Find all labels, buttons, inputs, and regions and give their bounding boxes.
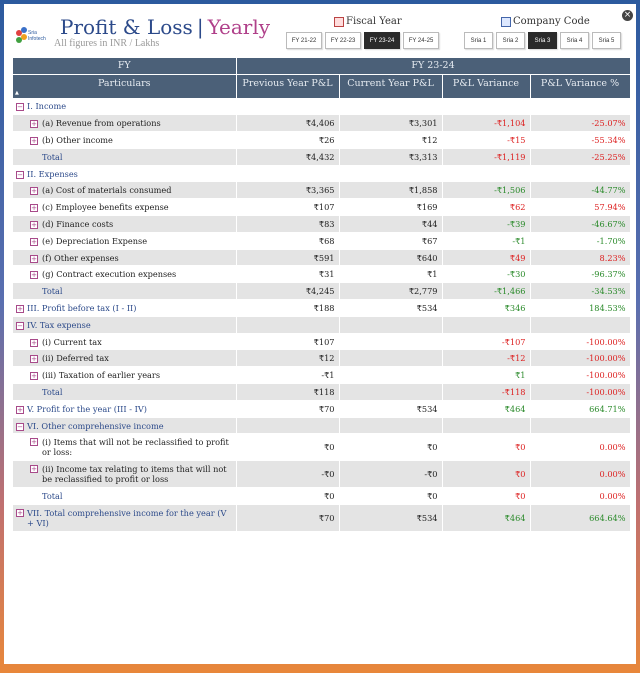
row-label: Total xyxy=(42,151,63,162)
row-label-cell xyxy=(13,417,236,434)
current-year-cell: ₹534 xyxy=(339,300,442,317)
collapse-icon[interactable]: − xyxy=(17,422,23,431)
previous-year-cell xyxy=(236,316,339,333)
previous-year-cell xyxy=(236,98,339,115)
row-label-cell xyxy=(13,216,236,233)
current-year-cell: ₹12 xyxy=(339,132,442,149)
expand-icon[interactable]: + xyxy=(31,136,37,145)
table-row xyxy=(13,266,630,283)
row-label: I. Income xyxy=(27,101,67,112)
row-label: III. Profit before tax (I - II) xyxy=(27,302,137,313)
variance-pct-cell: 57.94% xyxy=(530,199,630,216)
table-row xyxy=(13,249,630,266)
expand-icon[interactable]: + xyxy=(31,120,37,129)
variance-pct-cell: -34.53% xyxy=(530,283,630,300)
variance-cell: -₹12 xyxy=(442,350,530,367)
current-year-cell: ₹0 xyxy=(339,488,442,505)
title-separator: | xyxy=(196,15,204,39)
current-year-cell xyxy=(339,367,442,384)
row-label-cell xyxy=(13,249,236,266)
table-row xyxy=(13,199,630,216)
sort-icon[interactable]: ▲ xyxy=(15,89,19,96)
company-button-sria-3[interactable]: Sria 3 xyxy=(528,32,557,49)
previous-year-cell: ₹591 xyxy=(236,249,339,266)
row-label: II. Expenses xyxy=(27,168,78,179)
current-year-cell: ₹2,779 xyxy=(339,283,442,300)
variance-cell xyxy=(442,316,530,333)
variance-cell: ₹0 xyxy=(442,461,530,488)
variance-cell: ₹49 xyxy=(442,249,530,266)
variance-pct-cell: -25.25% xyxy=(530,148,630,165)
expand-icon[interactable]: + xyxy=(17,509,23,518)
report-title: Profit & Loss xyxy=(60,15,193,39)
variance-pct-cell: -100.00% xyxy=(530,333,630,350)
table-row xyxy=(13,232,630,249)
row-label: (i) Current tax xyxy=(42,336,102,347)
report-window xyxy=(4,4,636,664)
page-title xyxy=(60,15,270,39)
expand-icon[interactable]: + xyxy=(17,405,23,414)
variance-cell: -₹107 xyxy=(442,333,530,350)
row-label: V. Profit for the year (III - IV) xyxy=(27,403,147,414)
variance-pct-cell: -25.07% xyxy=(530,115,630,132)
fy-header: FY xyxy=(13,58,236,74)
current-year-cell: ₹3,301 xyxy=(339,115,442,132)
table-row xyxy=(13,384,630,401)
expand-icon[interactable]: + xyxy=(31,187,37,196)
variance-pct-cell: -44.77% xyxy=(530,182,630,199)
variance-cell xyxy=(442,165,530,182)
variance-cell: -₹30 xyxy=(442,266,530,283)
current-year-cell: ₹1,858 xyxy=(339,182,442,199)
table-row xyxy=(13,434,630,461)
row-label: (i) Items that will not be reclassified to profit or loss: xyxy=(42,437,229,458)
variance-pct-cell xyxy=(530,98,630,115)
row-label: VI. Other comprehensive income xyxy=(27,420,164,431)
collapse-icon[interactable]: − xyxy=(17,170,23,179)
row-label: (d) Finance costs xyxy=(42,218,114,229)
current-year-cell xyxy=(339,316,442,333)
row-label: (iii) Taxation of earlier years xyxy=(42,370,161,381)
table-row xyxy=(13,115,630,132)
previous-year-cell xyxy=(236,417,339,434)
variance-pct-cell: 664.64% xyxy=(530,505,630,532)
previous-year-cell: ₹70 xyxy=(236,400,339,417)
collapse-icon[interactable]: − xyxy=(17,321,23,330)
variance-pct-cell: 8.23% xyxy=(530,249,630,266)
variance-pct-cell: 184.53% xyxy=(530,300,630,317)
current-year-cell: ₹67 xyxy=(339,232,442,249)
row-label-cell xyxy=(13,434,236,461)
previous-year-cell: -₹1 xyxy=(236,367,339,384)
row-label-cell xyxy=(13,266,236,283)
company-logo xyxy=(14,24,50,50)
previous-year-cell: ₹12 xyxy=(236,350,339,367)
variance-cell: -₹1,466 xyxy=(442,283,530,300)
expand-icon[interactable]: + xyxy=(31,220,37,229)
expand-icon[interactable]: + xyxy=(31,355,37,364)
variance-pct-cell: 0.00% xyxy=(530,434,630,461)
previous-year-cell: ₹4,432 xyxy=(236,148,339,165)
row-label-cell xyxy=(13,367,236,384)
current-year-cell: ₹534 xyxy=(339,400,442,417)
fy-button-21-22[interactable]: FY 21-22 xyxy=(286,32,322,49)
fy-button-24-25[interactable]: FY 24-25 xyxy=(403,32,439,49)
previous-year-cell: ₹107 xyxy=(236,199,339,216)
col-header-particulars[interactable] xyxy=(13,74,236,98)
table-row xyxy=(13,333,630,350)
variance-pct-cell xyxy=(530,316,630,333)
variance-cell: ₹464 xyxy=(442,505,530,532)
report-header xyxy=(4,4,636,60)
variance-pct-cell: 0.00% xyxy=(530,461,630,488)
fiscal-year-label xyxy=(334,16,402,27)
previous-year-cell: ₹31 xyxy=(236,266,339,283)
row-label: (e) Depreciation Expense xyxy=(42,235,148,246)
table-row xyxy=(13,216,630,233)
table-row xyxy=(13,367,630,384)
previous-year-cell: ₹0 xyxy=(236,434,339,461)
current-year-cell: ₹3,313 xyxy=(339,148,442,165)
col-header-variance-pct[interactable]: P&L Variance % xyxy=(530,74,630,98)
expand-icon[interactable]: + xyxy=(31,271,37,280)
variance-pct-cell: -100.00% xyxy=(530,367,630,384)
col-header-particulars-text: Particulars xyxy=(97,77,151,89)
variance-cell xyxy=(442,417,530,434)
previous-year-cell: ₹4,406 xyxy=(236,115,339,132)
variance-pct-cell: 0.00% xyxy=(530,488,630,505)
table-row xyxy=(13,132,630,149)
fiscal-year-selector xyxy=(286,32,439,49)
table-row xyxy=(13,182,630,199)
previous-year-cell: ₹68 xyxy=(236,232,339,249)
variance-cell: ₹346 xyxy=(442,300,530,317)
current-year-cell: ₹1 xyxy=(339,266,442,283)
grid-icon xyxy=(501,17,511,27)
table-row xyxy=(13,148,630,165)
fiscal-year-label-text: Fiscal Year xyxy=(346,16,402,27)
col-header-current-year[interactable]: Current Year P&L xyxy=(339,74,442,98)
variance-cell: -₹118 xyxy=(442,384,530,401)
row-label-cell xyxy=(13,333,236,350)
row-label-cell xyxy=(13,461,236,488)
units-subtitle: All figures in INR / Lakhs xyxy=(54,38,160,49)
variance-cell: ₹1 xyxy=(442,367,530,384)
logo-text: Sria Infotech xyxy=(28,30,46,42)
previous-year-cell: ₹83 xyxy=(236,216,339,233)
previous-year-cell: ₹188 xyxy=(236,300,339,317)
company-button-sria-1[interactable]: Sria 1 xyxy=(464,32,493,49)
variance-cell: ₹62 xyxy=(442,199,530,216)
expand-icon[interactable]: + xyxy=(31,438,37,447)
variance-pct-cell: -100.00% xyxy=(530,350,630,367)
variance-cell: -₹15 xyxy=(442,132,530,149)
row-label: (ii) Income tax relating to items that will not be reclassified to profit or loss xyxy=(42,464,227,485)
pnl-table xyxy=(13,58,631,532)
previous-year-cell: ₹26 xyxy=(236,132,339,149)
variance-pct-cell xyxy=(530,417,630,434)
table-row xyxy=(13,400,630,417)
table-row xyxy=(13,98,630,115)
table-row xyxy=(13,488,630,505)
variance-cell xyxy=(442,98,530,115)
row-label: VII. Total comprehensive income for the year (V + VI) xyxy=(27,508,227,529)
current-year-cell: ₹534 xyxy=(339,505,442,532)
previous-year-cell: -₹0 xyxy=(236,461,339,488)
row-label-cell xyxy=(13,132,236,149)
current-year-cell xyxy=(339,98,442,115)
previous-year-cell: ₹3,365 xyxy=(236,182,339,199)
previous-year-cell: ₹70 xyxy=(236,505,339,532)
variance-pct-cell: -55.34% xyxy=(530,132,630,149)
expand-icon[interactable]: + xyxy=(31,372,37,381)
table-row xyxy=(13,417,630,434)
fy-value-header: FY 23-24 xyxy=(236,58,630,74)
table-row xyxy=(13,505,630,532)
row-label: (c) Employee benefits expense xyxy=(42,202,169,213)
current-year-cell xyxy=(339,384,442,401)
row-label: (b) Other income xyxy=(42,134,113,145)
current-year-cell: ₹169 xyxy=(339,199,442,216)
row-label-cell xyxy=(13,283,236,300)
row-label-cell xyxy=(13,115,236,132)
row-label: Total xyxy=(42,491,63,502)
table-row xyxy=(13,283,630,300)
company-code-label xyxy=(501,16,590,27)
variance-cell: -₹39 xyxy=(442,216,530,233)
expand-icon[interactable]: + xyxy=(31,465,37,474)
variance-cell: -₹1,506 xyxy=(442,182,530,199)
company-button-sria-4[interactable]: Sria 4 xyxy=(560,32,589,49)
previous-year-cell xyxy=(236,165,339,182)
variance-pct-cell xyxy=(530,165,630,182)
company-button-sria-2[interactable]: Sria 2 xyxy=(496,32,525,49)
current-year-cell xyxy=(339,333,442,350)
calendar-icon xyxy=(334,17,344,27)
company-button-sria-5[interactable]: Sria 5 xyxy=(592,32,621,49)
col-header-previous-year[interactable]: Previous Year P&L xyxy=(236,74,339,98)
row-label: IV. Tax expense xyxy=(27,319,91,330)
table-row xyxy=(13,316,630,333)
row-label-cell xyxy=(13,98,236,115)
variance-pct-cell: 664.71% xyxy=(530,400,630,417)
row-label-cell xyxy=(13,165,236,182)
expand-icon[interactable]: + xyxy=(17,304,23,313)
company-code-selector xyxy=(464,32,621,49)
row-label-cell xyxy=(13,488,236,505)
row-label: Total xyxy=(42,386,63,397)
row-label-cell xyxy=(13,316,236,333)
row-label-cell xyxy=(13,148,236,165)
variance-pct-cell: -1.70% xyxy=(530,232,630,249)
row-label-cell xyxy=(13,300,236,317)
pnl-table-body xyxy=(13,98,630,532)
variance-cell: ₹464 xyxy=(442,400,530,417)
expand-icon[interactable]: + xyxy=(31,254,37,263)
row-label: (a) Cost of materials consumed xyxy=(42,185,172,196)
table-row xyxy=(13,461,630,488)
row-label-cell xyxy=(13,384,236,401)
table-row xyxy=(13,300,630,317)
current-year-cell xyxy=(339,417,442,434)
row-label-cell xyxy=(13,400,236,417)
close-icon[interactable]: × xyxy=(623,10,632,20)
expand-icon[interactable]: + xyxy=(31,338,37,347)
expand-icon[interactable]: + xyxy=(31,237,37,246)
previous-year-cell: ₹107 xyxy=(236,333,339,350)
current-year-cell xyxy=(339,165,442,182)
current-year-cell xyxy=(339,350,442,367)
previous-year-cell: ₹118 xyxy=(236,384,339,401)
current-year-cell: ₹640 xyxy=(339,249,442,266)
previous-year-cell: ₹4,245 xyxy=(236,283,339,300)
current-year-cell: ₹0 xyxy=(339,434,442,461)
variance-cell: -₹1 xyxy=(442,232,530,249)
expand-icon[interactable]: + xyxy=(31,204,37,213)
col-header-variance[interactable]: P&L Variance xyxy=(442,74,530,98)
row-label-cell xyxy=(13,199,236,216)
current-year-cell: ₹44 xyxy=(339,216,442,233)
variance-cell: ₹0 xyxy=(442,488,530,505)
row-label: (g) Contract execution expenses xyxy=(42,269,177,280)
variance-pct-cell: -46.67% xyxy=(530,216,630,233)
table-row xyxy=(13,165,630,182)
period-label: Yearly xyxy=(207,15,271,39)
row-label: Total xyxy=(42,286,63,297)
row-label: (f) Other expenses xyxy=(42,252,119,263)
row-label-cell xyxy=(13,232,236,249)
row-label-cell xyxy=(13,182,236,199)
variance-cell: ₹0 xyxy=(442,434,530,461)
row-label-cell xyxy=(13,350,236,367)
table-row xyxy=(13,350,630,367)
fy-button-23-24[interactable]: FY 23-24 xyxy=(364,32,400,49)
company-code-label-text: Company Code xyxy=(513,16,590,27)
row-label: (a) Revenue from operations xyxy=(42,118,161,129)
variance-pct-cell: -96.37% xyxy=(530,266,630,283)
previous-year-cell: ₹0 xyxy=(236,488,339,505)
collapse-icon[interactable]: − xyxy=(17,103,23,112)
variance-pct-cell: -100.00% xyxy=(530,384,630,401)
variance-cell: -₹1,119 xyxy=(442,148,530,165)
row-label-cell xyxy=(13,505,236,532)
row-label: (ii) Deferred tax xyxy=(42,353,109,364)
current-year-cell: -₹0 xyxy=(339,461,442,488)
variance-cell: -₹1,104 xyxy=(442,115,530,132)
fy-button-22-23[interactable]: FY 22-23 xyxy=(325,32,361,49)
